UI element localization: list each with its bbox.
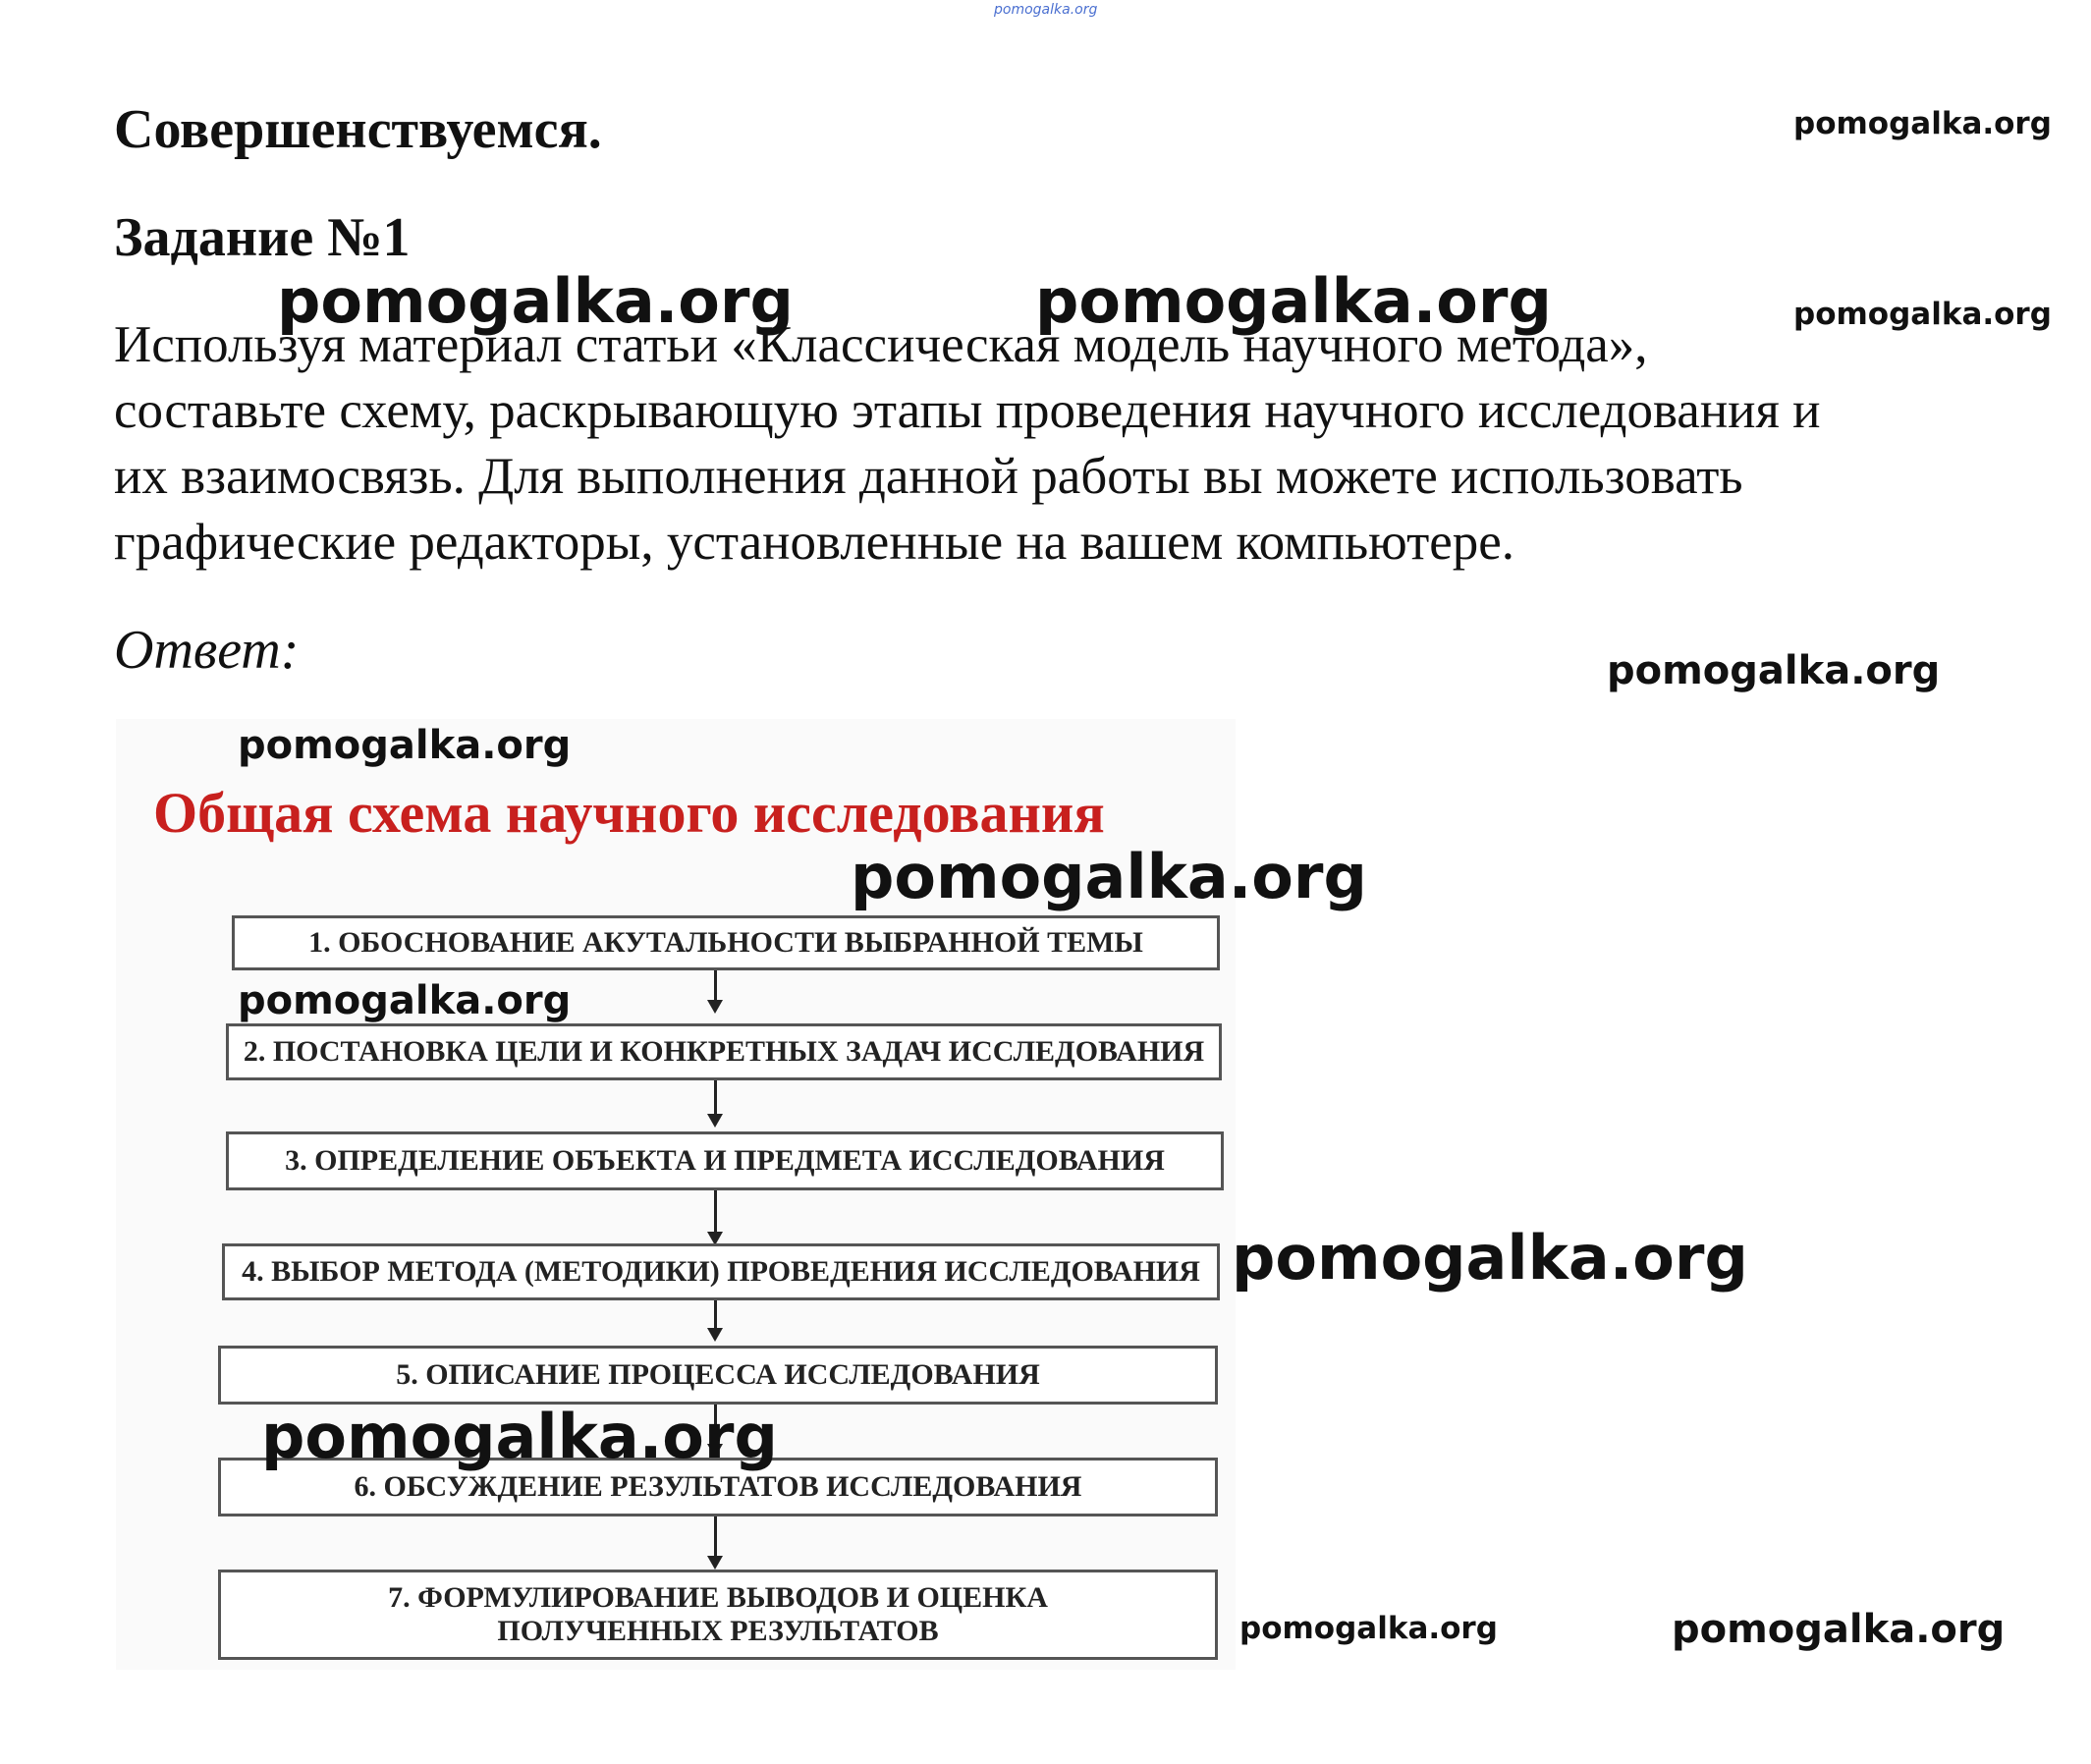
answer-label: Ответ: xyxy=(114,620,300,681)
watermark: pomogalka.org xyxy=(261,1401,778,1472)
watermark: pomogalka.org xyxy=(1607,648,1941,693)
task-title: Задание №1 xyxy=(114,207,411,268)
watermark: pomogalka.org xyxy=(1232,1222,1748,1294)
step-5-box: 5. ОПИСАНИЕ ПРОЦЕССА ИССЛЕДОВАНИЯ xyxy=(218,1346,1218,1405)
watermark: pomogalka.org xyxy=(1239,1611,1498,1646)
step-3-box: 3. ОПРЕДЕЛЕНИЕ ОБЪЕКТА И ПРЕДМЕТА ИССЛЕДОВАНИЯ xyxy=(226,1131,1224,1190)
watermark: pomogalka.org xyxy=(1793,297,2052,332)
watermark: pomogalka.org xyxy=(1672,1607,2006,1652)
section-title: Совершенствуемся. xyxy=(114,99,602,160)
task-line: графические редакторы, установленные на вашем компьютере. xyxy=(114,514,1515,571)
watermark: pomogalka.org xyxy=(994,2,1098,18)
step-2-box: 2. ПОСТАНОВКА ЦЕЛИ И КОНКРЕТНЫХ ЗАДАЧ ИССЛЕДОВАНИЯ xyxy=(226,1023,1222,1080)
step-4-box: 4. ВЫБОР МЕТОДА (МЕТОДИКИ) ПРОВЕДЕНИЯ ИССЛЕДОВАНИЯ xyxy=(222,1243,1220,1300)
watermark: pomogalka.org xyxy=(277,265,794,337)
task-line: их взаимосвязь. Для выполнения данной работы вы можете использовать xyxy=(114,448,1743,505)
watermark: pomogalka.org xyxy=(851,841,1367,912)
watermark: pomogalka.org xyxy=(238,723,572,768)
watermark: pomogalka.org xyxy=(1793,106,2052,141)
step-7-box: 7. ФОРМУЛИРОВАНИЕ ВЫВОДОВ И ОЦЕНКА ПОЛУЧЕННЫХ РЕЗУЛЬТАТОВ xyxy=(218,1570,1218,1660)
step-1-box: 1. ОБОСНОВАНИЕ АКУТАЛЬНОСТИ ВЫБРАННОЙ ТЕМЫ xyxy=(232,915,1220,970)
watermark: pomogalka.org xyxy=(1035,265,1552,337)
step-6-box: 6. ОБСУЖДЕНИЕ РЕЗУЛЬТАТОВ ИССЛЕДОВАНИЯ xyxy=(218,1458,1218,1516)
task-description xyxy=(114,312,2039,576)
watermark: pomogalka.org xyxy=(238,978,572,1023)
task-line: Используя материал статьи «Классическая модель научного метода», xyxy=(114,316,1648,373)
task-line: составьте схему, раскрывающую этапы проведения научного исследования и xyxy=(114,382,1821,439)
diagram-title: Общая схема научного исследования xyxy=(153,781,1105,845)
